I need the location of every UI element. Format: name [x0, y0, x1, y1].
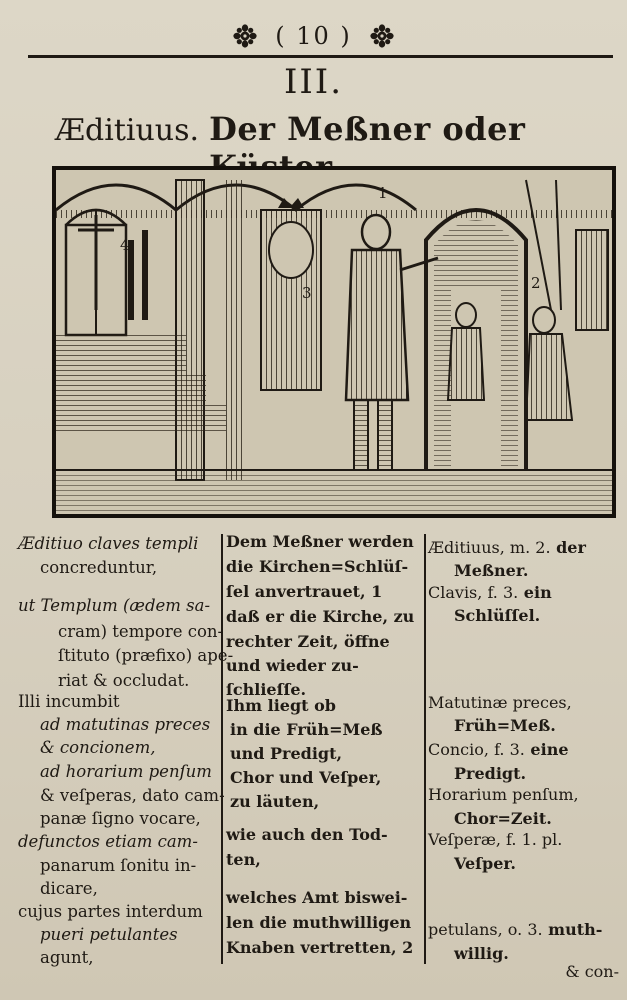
rosette-icon [233, 24, 257, 48]
woodcut-label: 3 [302, 284, 312, 302]
german-line: len die muthwilligen [226, 913, 412, 932]
vocab-latin: Clavis, f. 3. [428, 583, 519, 602]
vocab-german: Meßner. [454, 561, 529, 580]
vocab-line [454, 809, 552, 828]
german-line: ten, [226, 850, 261, 869]
latin-line: ſtituto (præfixo) ape- [58, 646, 234, 665]
vocab-latin: petulans, o. 3. [428, 920, 543, 939]
vocab-latin: Horarium penſum, [428, 785, 579, 804]
vocab-line [428, 830, 562, 849]
vocab-line [428, 583, 552, 602]
vocab-german: Predigt. [454, 764, 527, 783]
german-line: Dem Meßner werden [226, 532, 414, 551]
vocab-german: willig. [454, 944, 509, 963]
vocab-german: Früh=Meß. [454, 716, 556, 735]
woodcut-label: 1 [378, 184, 388, 202]
woodcut-label: 4 [120, 236, 130, 254]
catchword: & con- [565, 962, 619, 981]
page-header [0, 18, 627, 54]
vocab-line [454, 944, 509, 963]
vocab-latin: Æditiuus, m. 2. [428, 538, 551, 557]
latin-line: panæ ſigno vocare, [40, 809, 201, 828]
vocab-line [428, 693, 572, 712]
latin-line: panarum ſonitu in- [40, 856, 197, 875]
vocab-german: ein [518, 583, 552, 602]
latin-line: pueri petulantes [40, 925, 178, 944]
title-latin: Æditiuus. [55, 113, 200, 148]
german-line: ſchlieſſe. [226, 680, 307, 699]
latin-line: Æditiuo claves templi [18, 534, 199, 553]
german-line: wie auch den Tod- [226, 825, 388, 844]
latin-line: defunctos etiam cam- [18, 832, 198, 851]
vocab-german: Schlüſſel. [454, 606, 541, 625]
title-german: Der Meßner oder [209, 110, 526, 148]
vocab-german: eine [524, 740, 569, 759]
vocab-line [454, 854, 516, 873]
latin-line: & veſperas, dato cam- [40, 786, 225, 805]
german-line: und Predigt, [230, 744, 343, 763]
vocab-latin: Veſperæ, f. 1. pl. [428, 830, 563, 849]
latin-line: dicare, [40, 879, 98, 898]
vocab-latin: Concio, f. 3. [428, 740, 525, 759]
german-line: Knaben vertretten, 2 [226, 938, 414, 957]
vocab-german: der [550, 538, 586, 557]
latin-line: ad horarium penſum [40, 762, 212, 781]
vocab-line [428, 538, 586, 557]
vocab-line [428, 785, 579, 804]
latin-line: & concionem, [40, 738, 156, 757]
latin-line: cram) tempore con- [58, 622, 224, 641]
page-number: ( 10 ) [275, 22, 352, 50]
chapter-title [55, 110, 597, 154]
german-line: daß er die Kirche, zu [226, 607, 415, 626]
german-line: zu läuten, [230, 792, 320, 811]
vocab-line [454, 764, 526, 783]
german-line: Ihm liegt ob [226, 696, 336, 715]
german-line: Chor und Veſper, [230, 768, 382, 787]
latin-line: riat & occludat. [58, 671, 190, 690]
latin-line: cujus partes interdum [18, 902, 203, 921]
german-line: ſel anvertrauet, 1 [226, 582, 383, 601]
vocab-german: muth- [542, 920, 603, 939]
rosette-icon [370, 24, 394, 48]
latin-line: ut Templum (ædem sa- [18, 596, 211, 615]
vocab-line [428, 920, 602, 939]
vocab-line [454, 716, 556, 735]
vocab-line [454, 606, 540, 625]
latin-line: concreduntur, [40, 558, 158, 577]
chapter-number: III. [283, 62, 344, 102]
german-line: in die Früh=Meß [230, 720, 383, 739]
woodcut-label: 2 [531, 274, 541, 292]
vocab-german: Veſper. [454, 854, 516, 873]
german-line: und wieder zu- [226, 656, 359, 675]
woodcut-illustration [52, 166, 616, 518]
german-line: die Kirchen=Schlüſ- [226, 557, 409, 576]
latin-line: agunt, [40, 948, 94, 967]
header-rule [28, 55, 613, 58]
vocab-latin: Matutinæ preces, [428, 693, 572, 712]
german-line: rechter Zeit, öffne [226, 632, 390, 651]
text-columns [0, 528, 627, 1000]
latin-line: Illi incumbit [18, 692, 120, 711]
vocab-line [428, 740, 569, 759]
german-line: welches Amt biswei- [226, 888, 408, 907]
latin-line: ad matutinas preces [40, 715, 211, 734]
vocab-line [454, 561, 528, 580]
vocab-german: Chor=Zeit. [454, 809, 552, 828]
